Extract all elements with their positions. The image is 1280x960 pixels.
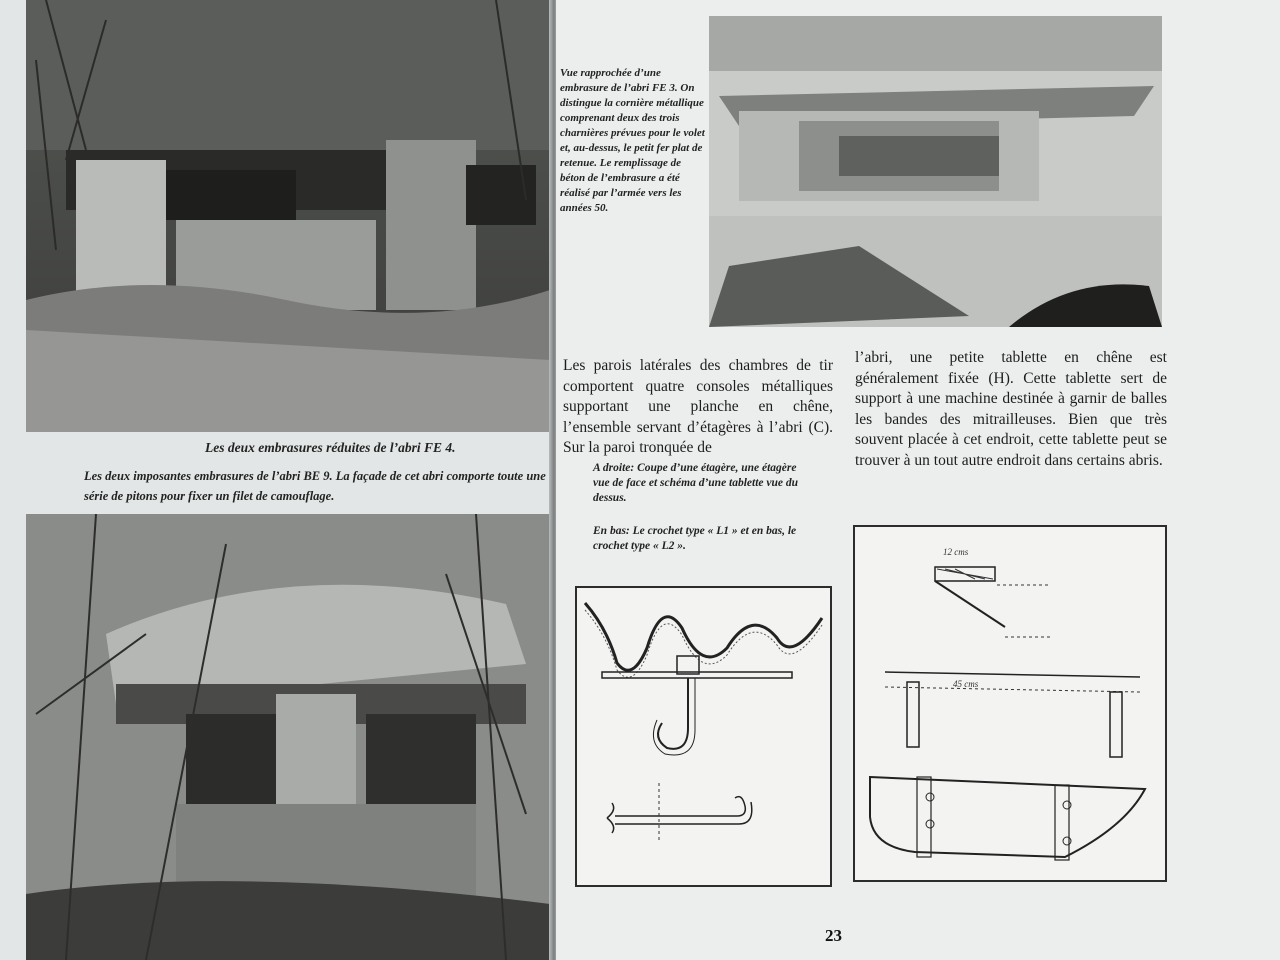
figure-hooks: [575, 586, 832, 887]
caption-fe4: Les deux embrasures réduites de l’abri FE 4.: [205, 440, 456, 455]
caption-be9: Les deux imposantes embrasures de l’abri BE 9. La façade de cet abri comporte toute une série de pitons pour fixer un filet de camouflage.: [84, 469, 546, 503]
page-number: 23: [825, 926, 842, 945]
figure-note-bottom: En bas: Le crochet type « L1 » et en bas, le crochet type « L2 ».: [593, 525, 797, 552]
photo-abri-fe3: [709, 16, 1162, 327]
caption-fe3: Vue rapprochée d’une embrasure de l’abri FE 3. On distingue la cornière métallique comprenant deux des trois charnières prévues pour le volet et, au-dessus, le petit fer plat de retenue. Le remplissage de béton de l’embrasure a été réalisé par l’armée vers les années 50.: [560, 67, 705, 214]
figure-note-right: A droite: Coupe d’une étagère, une étagère vue de face et schéma d’une tablette vue du dessus.: [593, 462, 799, 504]
photo-abri-fe4: [26, 0, 550, 432]
body-text-column-1: Les parois latérales des chambres de tir comportent quatre consoles métalliques supportant une planche en chêne, l’ensemble servant d’étagères à l’abri (C). Sur la paroi tronquée de: [563, 357, 833, 456]
photo-abri-be9: [26, 514, 550, 960]
dim-label-45: 45 cms: [953, 679, 979, 689]
dim-label-12: 12 cms: [943, 547, 969, 557]
body-text-column-2: l’abri, une petite tablette en chêne est généralement fixée (H). Cette tablette sert de support à une machine destinée à garnir de balles les bandes des mitrailleuses. Bien que très souvent placée à cet endroit, cette tablette peut se trouver à un tout autre endroit dans certains abris.: [855, 349, 1167, 469]
left-page: [0, 0, 553, 960]
figure-shelf-tablet: [853, 525, 1167, 882]
